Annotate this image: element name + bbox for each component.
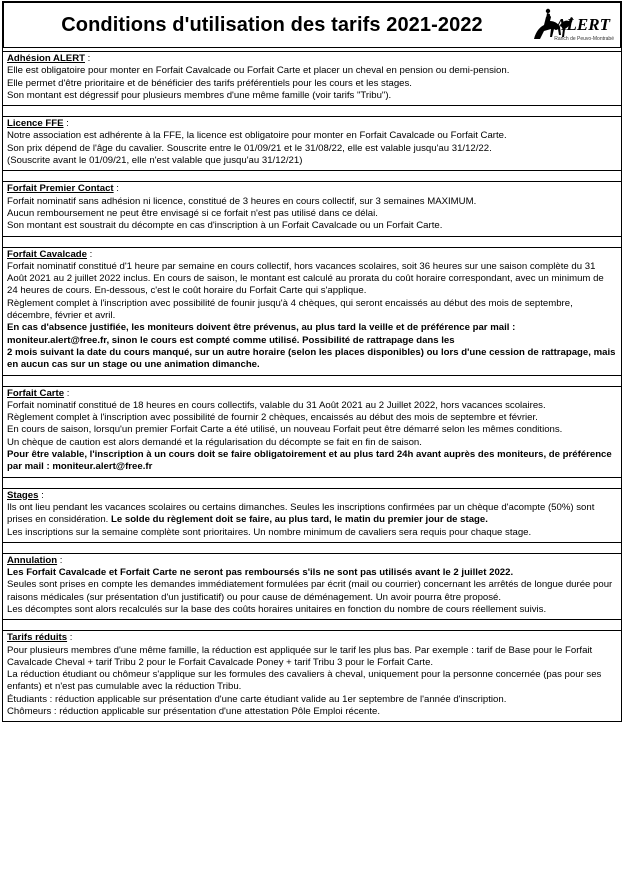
line-text: En cas d'absence justifiée, les moniteurs doivent être prévenus, au plus tard la veille et de préférence par mail : moniteur.alert@free.fr, sinon le cours est compté comme utilisé. Possibilité de rattrapage dans les <box>7 322 516 346</box>
line-text: La réduction étudiant ou chômeur s'applique sur les formules des cavaliers à cheval, uniquement pour la personne concernée (pas pour ses enfants) et n'est pas cumulable avec la réduction Tribu. <box>7 669 602 693</box>
line-text: Notre association est adhérente à la FFE, la licence est obligatoire pour monter en Forfait Cavalcade ou Forfait Carte. <box>7 130 507 142</box>
section-gap <box>2 620 622 630</box>
section-line <box>7 412 617 424</box>
line-text: Règlement complet à l'inscription avec possibilité de fournir 2 chèques, encaissés au début des mois de septembre et février. <box>7 412 538 424</box>
section-gap <box>2 478 622 488</box>
section-heading: Tarifs réduits : <box>7 632 73 644</box>
section-1 <box>2 51 622 106</box>
section-heading: Forfait Premier Contact : <box>7 183 119 195</box>
section-line <box>7 220 617 232</box>
section-line <box>7 449 617 474</box>
section-line <box>7 322 617 347</box>
line-text: Les inscriptions sur la semaine complète sont prioritaires. Un nombre minimum de cavaliers sera requis pour chaque stage. <box>7 526 532 538</box>
section-title: Licence FFE <box>7 118 64 130</box>
line-text: Elle permet d'être prioritaire et de bénéficier des tarifs préférentiels pour les cours et les stages. <box>7 77 412 89</box>
section-line <box>7 604 617 616</box>
section-gap <box>2 106 622 116</box>
line-text: Forfait nominatif constitué d'1 heure par semaine en cours collectif, hors vacances scolaires, soit 36 heures sur une saison complète du 31 Août 2021 au 2 juillet 2022 inclus. En cours de saison, le montant est calculé au prorata du coût horaire correspondant, avec un minimum de 24 heures de cours. En-dessous, c'est le coût horaire du Forfait Carte qui s'applique. <box>7 260 604 297</box>
section-title: Forfait Premier Contact <box>7 183 114 195</box>
section-line <box>7 196 617 208</box>
document-header <box>2 1 622 48</box>
line-text: Chômeurs : réduction applicable sur présentation d'une attestation Pôle Emploi récente. <box>7 706 381 718</box>
line-text: En cours de saison, lorsqu'un premier Forfait Carte a été utilisé, un nouveau Forfait peut être démarré selon les mêmes conditions. <box>7 424 563 436</box>
line-text: Forfait nominatif sans adhésion ni licence, constitué de 3 heures en cours collectif, sur 3 semaines MAXIMUM. <box>7 195 477 207</box>
section-line <box>7 130 617 142</box>
section-line <box>7 437 617 449</box>
section-line <box>7 143 617 155</box>
section-line <box>7 706 617 718</box>
section-title: Adhésion ALERT <box>7 53 85 64</box>
section-title: Stages <box>7 489 39 501</box>
section-title: Annulation <box>7 554 58 566</box>
section-title: Forfait Cavalcade <box>7 248 87 260</box>
section-line <box>7 208 617 220</box>
page-title: Conditions d'utilisation des tarifs 2021-2022 <box>61 14 483 36</box>
line-text-bold: Le solde du règlement doit se faire, au plus tard, le matin du premier jour de stage. <box>111 514 488 526</box>
section-title: Forfait Carte <box>7 387 65 399</box>
line-text: Pour être valable, l'inscription à un cours doit se faire obligatoirement et au plus tard 24h avant auprès des moniteurs, de préférence par mail : moniteur.alert@free.fr <box>7 449 612 473</box>
section-line <box>7 155 617 167</box>
line-text: Les décomptes sont alors recalculés sur la base des coûts horaires unitaires en fonction du nombre de cours réellement suivis. <box>7 603 547 615</box>
section-line <box>7 567 617 579</box>
section-8 <box>2 630 622 722</box>
section-line <box>7 527 617 539</box>
line-text: Règlement complet à l'inscription avec possibilité de founir jusqu'à 4 chèques, qui seront encaissés au début des mois de septembre, décembre, février et avril. <box>7 297 573 322</box>
section-7 <box>2 553 622 620</box>
section-line <box>7 261 617 298</box>
section-heading: Annulation : <box>7 554 63 566</box>
section-line <box>7 645 617 670</box>
line-text: Son prix dépend de l'âge du cavalier. Souscrite entre le 01/09/21 et le 31/08/22, elle est valable jusqu'au 31/12/22. <box>7 142 492 154</box>
section-heading: Forfait Cavalcade : <box>7 248 93 260</box>
section-heading: Adhésion ALERT : <box>7 53 91 64</box>
section-line <box>7 502 617 527</box>
section-heading: Licence FFE : <box>7 118 69 130</box>
section-line <box>7 90 617 102</box>
line-text: Son montant est dégressif pour plusieurs membres d'une même famille (voir tarifs "Tribu"). <box>7 89 392 101</box>
line-text: Étudiants : réduction applicable sur présentation d'une carte étudiant valide au 1er septembre de l'année d'inscription. <box>7 693 507 705</box>
section-4 <box>2 247 622 376</box>
section-line <box>7 400 617 412</box>
logo-subtitle: Ranch de Peuvo-Montrabé <box>554 36 614 42</box>
section-2 <box>2 116 622 171</box>
section-line <box>7 694 617 706</box>
section-gap <box>2 376 622 386</box>
line-text: 2 mois suivant la date du cours manqué, sur un autre horaire (selon les places disponibles) ou lors d'une cession de rattrapage, mais en aucun cas sur un stage ou une animation dimanche. <box>7 346 616 371</box>
section-line <box>7 424 617 436</box>
section-heading: Forfait Carte : <box>7 387 70 399</box>
section-line <box>7 298 617 323</box>
line-text: Un chèque de caution est alors demandé et la régularisation du décompte se fait en fin de saison. <box>7 436 422 448</box>
section-gap <box>2 237 622 247</box>
section-line <box>7 65 617 77</box>
line-text: Son montant est soustrait du décompte en cas d'inscription à un Forfait Cavalcade ou un Forfait Carte. <box>7 220 443 232</box>
section-line <box>7 347 617 372</box>
line-text: Ils ont lieu pendant les vacances scolaires ou certains dimanches. Seules les inscriptions confirmées par un chèque d'acompte (50%) sont prises en considération. <box>7 501 595 526</box>
section-gap <box>2 543 622 553</box>
line-text: Les Forfait Cavalcade et Forfait Carte ne seront pas remboursés s'ils ne sont pas utilisés avant le 2 juillet 2022. <box>7 567 514 579</box>
section-title: Tarifs réduits <box>7 632 68 644</box>
alert-logo <box>530 5 616 45</box>
line-text: (Souscrite avant le 01/09/21, elle n'est valable que jusqu'au 31/12/21) <box>7 155 303 167</box>
section-5 <box>2 386 622 478</box>
section-line <box>7 579 617 604</box>
section-gap <box>2 171 622 181</box>
sections-container <box>2 51 622 722</box>
section-3 <box>2 181 622 236</box>
section-heading: Stages : <box>7 489 44 501</box>
line-text: Pour plusieurs membres d'une même famille, la réduction est appliquée sur le tarif les plus bas. Par exemple : tarif de Base pour le Forfait Cavalcade Cheval + tarif Tribu 2 pour le Forfait Cavalcade Poney + tarif Tribu 3 pour le Forfait Carte. <box>7 644 593 668</box>
logo-text: ALERT <box>555 15 610 34</box>
line-text: Elle est obligatoire pour monter en Forfait Cavalcade ou Forfait Carte et placer un cheval en pension ou demi-pension. <box>7 65 510 77</box>
section-line <box>7 669 617 694</box>
line-text: Forfait nominatif constitué de 18 heures en cours collectifs, valable du 31 Août 2021 au 2 Juillet 2022, hors vacances scolaires. <box>7 399 546 411</box>
section-line <box>7 78 617 90</box>
line-text: Aucun remboursement ne peut être envisagé si ce forfait n'est pas utilisé dans ce délai. <box>7 207 378 219</box>
line-text: Seules sont prises en compte les demandes immédiatement formulées par écrit (mail ou courrier) concernant les arrêtés de longue durée pour raisons médicales (sur présentation d'un justificatif) ou pour cause de déménagement. Un avoir pourra être proposé. <box>7 579 613 603</box>
section-6 <box>2 488 622 543</box>
